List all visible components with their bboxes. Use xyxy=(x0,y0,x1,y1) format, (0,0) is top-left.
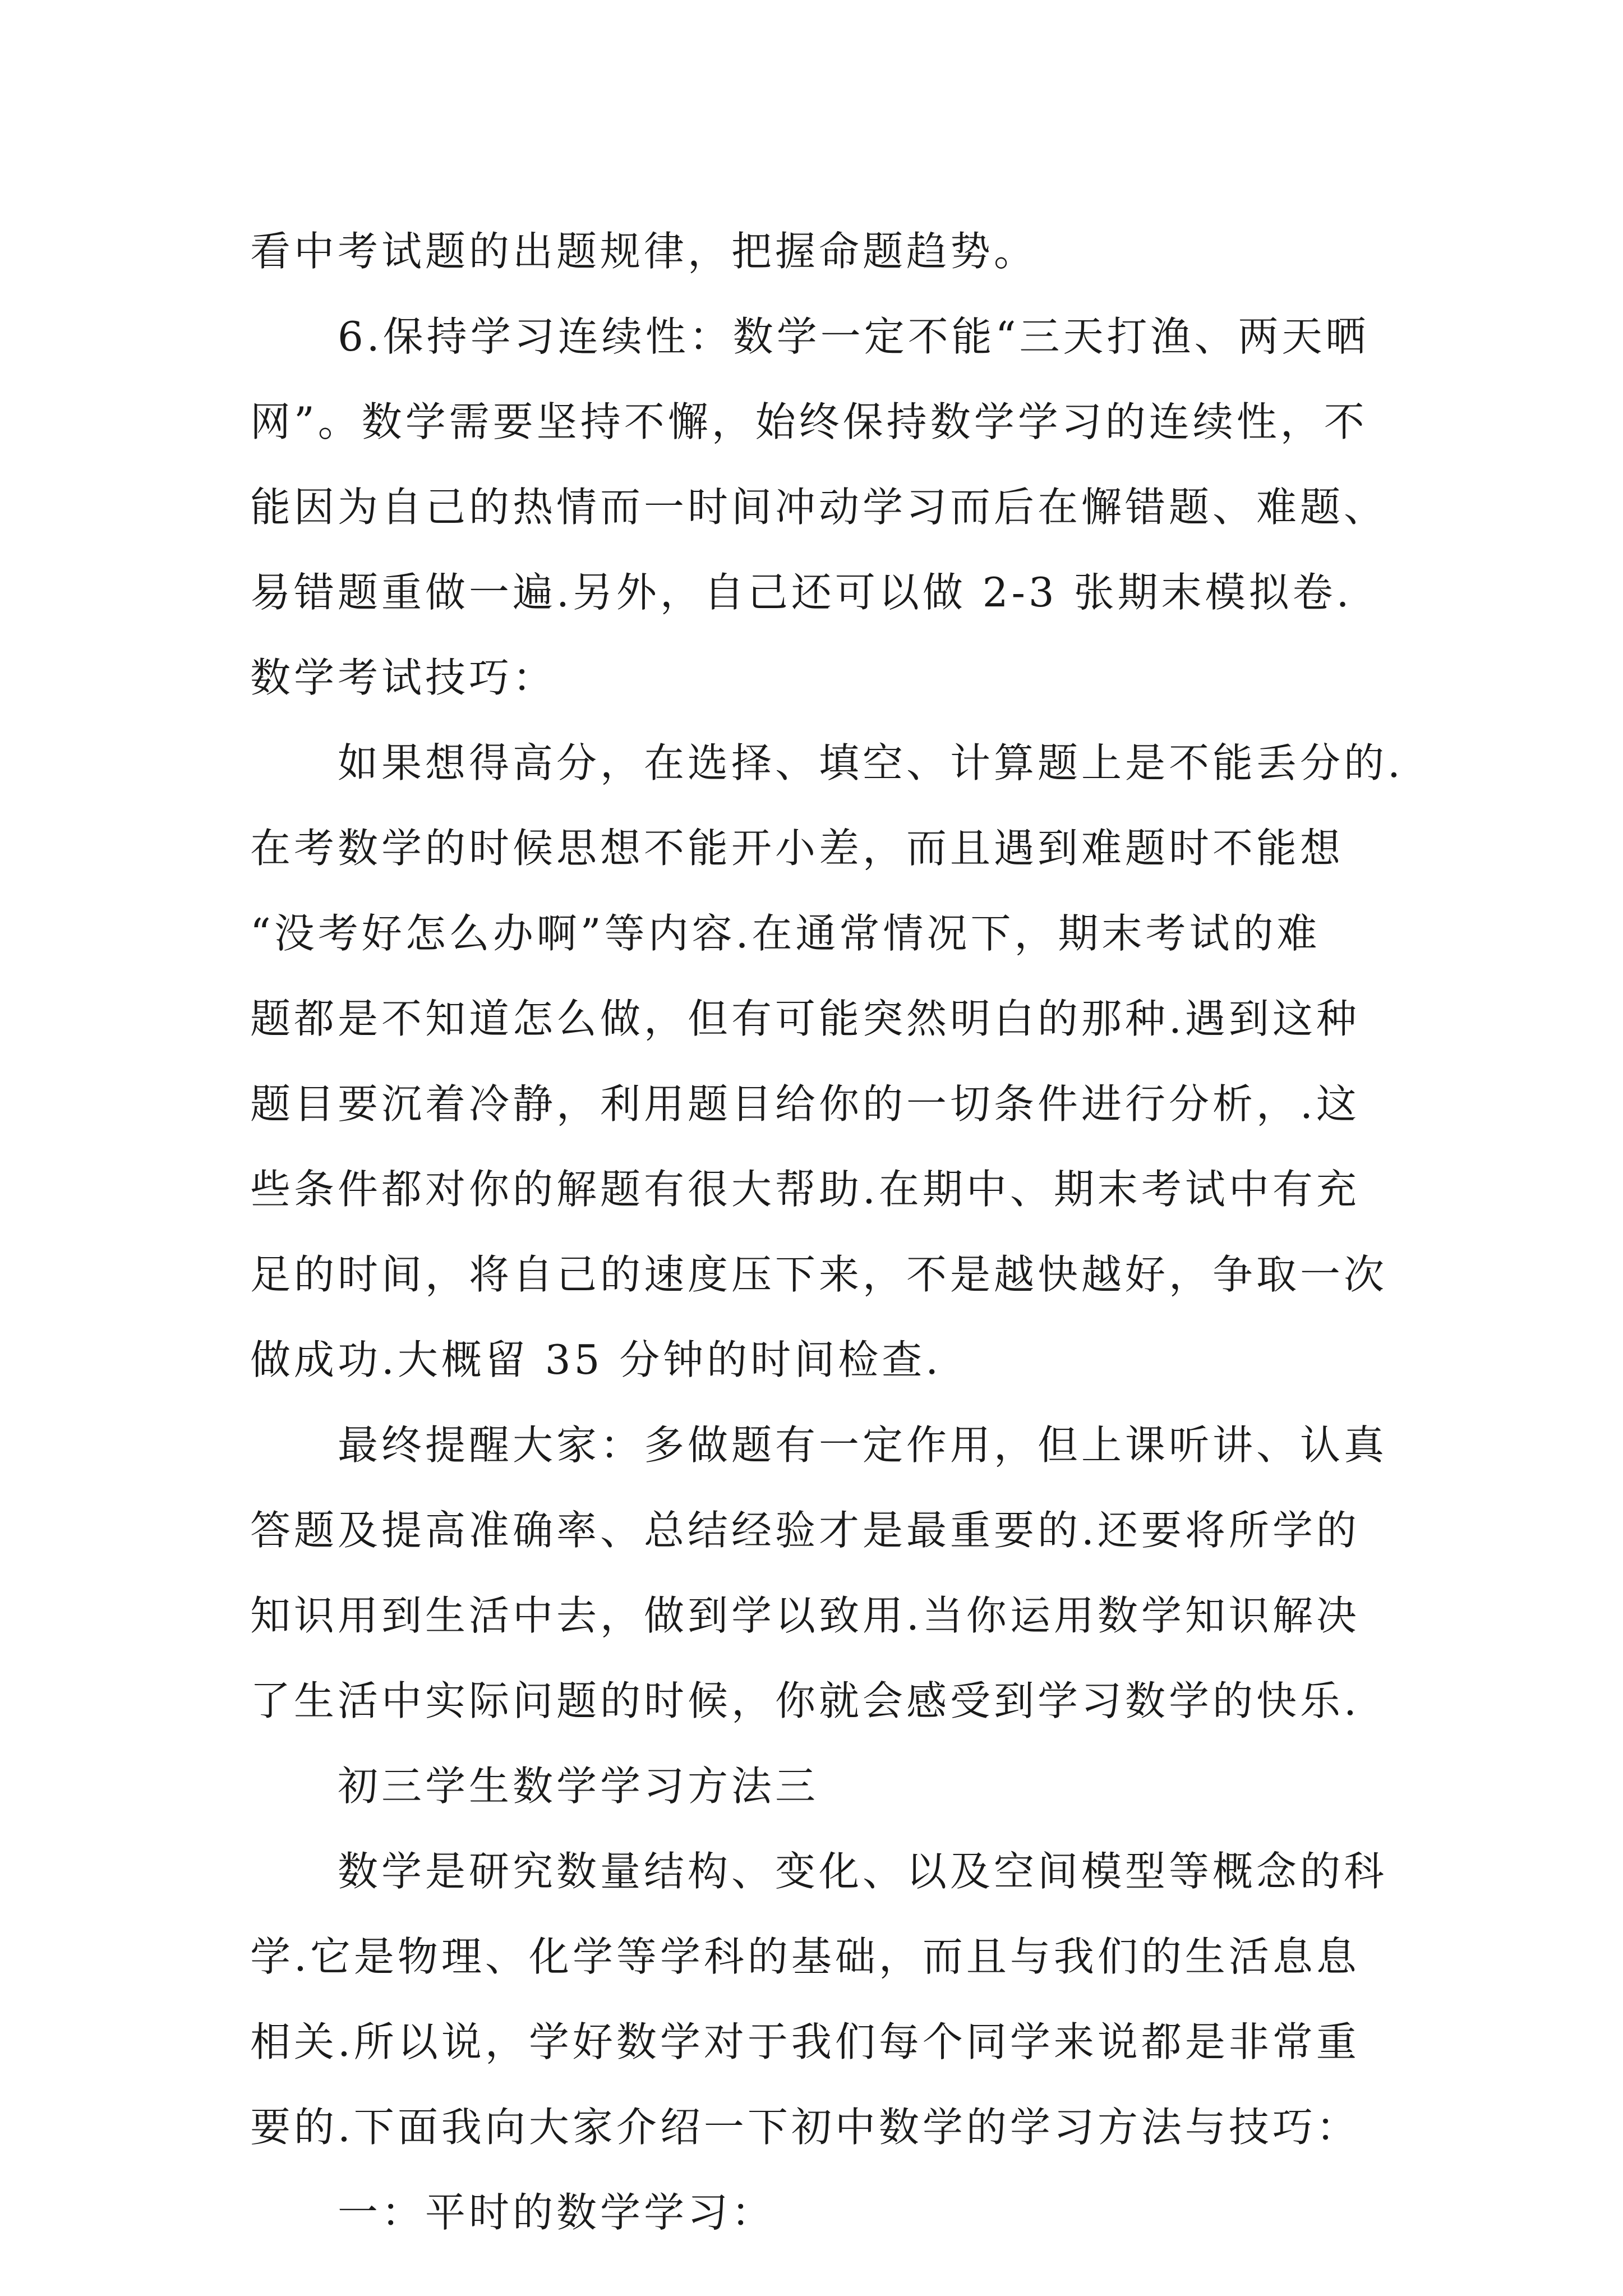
text-line: 知识用到生活中去，做到学以致用.当你运用数学知识解决 xyxy=(250,1592,1360,1639)
text-line: 易错题重做一遍.另外，自己还可以做 2-3 张期末模拟卷. xyxy=(250,569,1353,616)
section-heading: 数学考试技巧： xyxy=(250,654,557,701)
text-line: 足的时间，将自己的速度压下来，不是越快越好，争取一次 xyxy=(250,1251,1388,1298)
text-line: 题目要沉着冷静，利用题目给你的一切条件进行分析，.这 xyxy=(250,1080,1360,1128)
document-body xyxy=(250,209,1404,2255)
text-line: 网”。数学需要坚持不懈，始终保持数学学习的连续性，不 xyxy=(250,398,1368,445)
text-line: 答题及提高准确率、总结经验才是最重要的.还要将所学的 xyxy=(250,1507,1360,1554)
text-line: 了生活中实际问题的时候，你就会感受到学习数学的快乐. xyxy=(250,1677,1360,1724)
text-line: “没考好怎么办啊”等内容.在通常情况下，期末考试的难 xyxy=(250,910,1321,957)
text-line: 数学是研究数量结构、变化、以及空间模型等概念的科 xyxy=(338,1848,1388,1895)
text-line: 相关.所以说，学好数学对于我们每个同学来说都是非常重 xyxy=(250,2018,1360,2065)
text-line: 如果想得高分，在选择、填空、计算题上是不能丢分的. xyxy=(338,739,1404,786)
text-line: 题都是不知道怎么做，但有可能突然明白的那种.遇到这种 xyxy=(250,995,1360,1042)
text-line: 在考数学的时候思想不能开小差，而且遇到难题时不能想 xyxy=(250,825,1344,872)
text-line: 能因为自己的热情而一时间冲动学习而后在懈错题、难题、 xyxy=(250,484,1388,531)
text-line: 学.它是物理、化学等学科的基础，而且与我们的生活息息 xyxy=(250,1933,1360,1980)
section-heading: 初三学生数学学习方法三 xyxy=(338,1763,819,1810)
section-heading: 一：平时的数学学习： xyxy=(338,2189,776,2236)
text-line: 些条件都对你的解题有很大帮助.在期中、期末考试中有充 xyxy=(250,1166,1360,1213)
text-line: 6.保持学习连续性：数学一定不能“三天打渔、两天晒 xyxy=(338,313,1370,360)
text-line: 要的.下面我向大家介绍一下初中数学的学习方法与技巧： xyxy=(250,2104,1360,2151)
text-line: 做成功.大概留 35 分钟的时间检查. xyxy=(250,1336,942,1383)
text-line: 最终提醒大家：多做题有一定作用，但上课听讲、认真 xyxy=(338,1421,1388,1469)
text-line: 看中考试题的出题规律，把握命题趋势。 xyxy=(250,228,1038,275)
